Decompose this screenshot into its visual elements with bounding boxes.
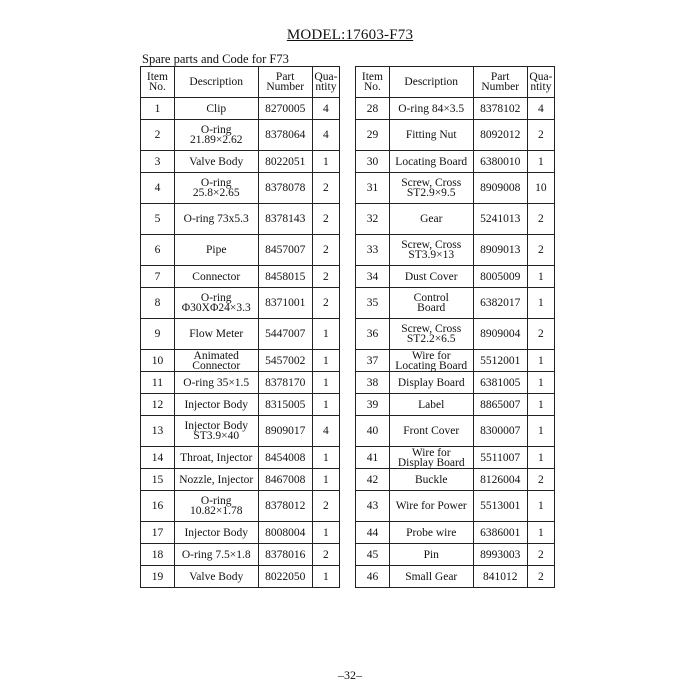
parts-table-left: [140, 66, 340, 588]
description-line: Control: [413, 292, 449, 304]
quantity-cell: 2: [312, 235, 339, 266]
page-number: –32–: [338, 668, 362, 682]
part-number-cell: 8909008: [473, 173, 527, 204]
table-row: [356, 173, 555, 204]
description-cell: [389, 447, 473, 469]
part-number-cell: 8378078: [258, 173, 312, 204]
description-line: O-ring 84×3.5: [398, 102, 465, 115]
item-no-cell: 38: [356, 372, 390, 394]
item-no-cell: 41: [356, 447, 390, 469]
quantity-cell: 2: [312, 288, 339, 319]
description-line: Display Board: [397, 376, 465, 389]
part-number-cell: 5513001: [473, 491, 527, 522]
description-cell: [174, 120, 258, 151]
table-row: [141, 544, 340, 566]
table-row: [141, 416, 340, 447]
description-cell: [174, 204, 258, 235]
item-no-cell: 32: [356, 204, 390, 235]
description-line: Φ30XΦ24×3.3: [181, 302, 251, 314]
description-cell: [389, 204, 473, 235]
quantity-cell: 1: [527, 394, 554, 416]
table-row: [356, 319, 555, 350]
description-cell: [389, 522, 473, 544]
quantity-cell: 4: [312, 120, 339, 151]
description-line: 25.8×2.65: [192, 187, 240, 199]
table-row: [141, 98, 340, 120]
part-number-cell: 6381005: [473, 372, 527, 394]
item-no-cell: 15: [141, 469, 175, 491]
part-number-cell: 8371001: [258, 288, 312, 319]
header-part-number: Part Number: [258, 67, 312, 98]
description-line: Valve Body: [189, 155, 244, 168]
item-no-cell: 13: [141, 416, 175, 447]
item-no-cell: 7: [141, 266, 175, 288]
quantity-cell: 2: [312, 173, 339, 204]
table-header-row: [356, 67, 555, 98]
description-line: Pin: [423, 548, 439, 561]
table-row: [141, 447, 340, 469]
description-line: ST2.2×6.5: [406, 333, 456, 345]
description-line: ST2.9×9.5: [406, 187, 456, 199]
description-cell: [174, 522, 258, 544]
quantity-cell: 1: [312, 372, 339, 394]
table-row: [356, 288, 555, 319]
item-no-cell: 43: [356, 491, 390, 522]
part-number-cell: 8300007: [473, 416, 527, 447]
quantity-cell: 1: [527, 491, 554, 522]
quantity-cell: 1: [312, 350, 339, 372]
part-number-cell: 8458015: [258, 266, 312, 288]
part-number-cell: 8092012: [473, 120, 527, 151]
description-line: Injector Body: [184, 398, 249, 411]
table-row: [141, 120, 340, 151]
description-line: Wire for: [411, 446, 451, 459]
description-cell: [389, 151, 473, 173]
table-row: [356, 266, 555, 288]
description-cell: [174, 98, 258, 120]
item-no-cell: 31: [356, 173, 390, 204]
description-cell: [174, 447, 258, 469]
table-row: [356, 522, 555, 544]
table-row: [141, 204, 340, 235]
description-line: Small Gear: [405, 570, 458, 583]
description-line: Display Board: [397, 456, 465, 469]
table-row: [141, 522, 340, 544]
description-line: O-ring 35×1.5: [183, 376, 250, 389]
header-part-number: Part Number: [473, 67, 527, 98]
description-line: O-ring: [200, 292, 232, 304]
quantity-cell: 1: [312, 522, 339, 544]
item-no-cell: 35: [356, 288, 390, 319]
table-row: [141, 235, 340, 266]
description-cell: [389, 235, 473, 266]
table-row: [356, 566, 555, 588]
item-no-cell: 17: [141, 522, 175, 544]
description-line: Locating Board: [395, 359, 468, 372]
item-no-cell: 3: [141, 151, 175, 173]
item-no-cell: 2: [141, 120, 175, 151]
part-number-cell: 5241013: [473, 204, 527, 235]
part-number-cell: 6382017: [473, 288, 527, 319]
table-row: [356, 204, 555, 235]
item-no-cell: 40: [356, 416, 390, 447]
header-item-no: Item No.: [141, 67, 175, 98]
part-number-cell: 8467008: [258, 469, 312, 491]
table-row: [356, 416, 555, 447]
part-number-cell: 8378064: [258, 120, 312, 151]
item-no-cell: 19: [141, 566, 175, 588]
quantity-cell: 1: [527, 447, 554, 469]
description-line: Flow Meter: [189, 328, 244, 340]
description-cell: [389, 469, 473, 491]
item-no-cell: 14: [141, 447, 175, 469]
description-line: Wire for Power: [395, 500, 467, 512]
table-row: [356, 469, 555, 491]
quantity-cell: 1: [527, 350, 554, 372]
table-row: [141, 350, 340, 372]
part-number-cell: 8315005: [258, 394, 312, 416]
description-line: O-ring 73x5.3: [183, 213, 249, 225]
part-number-cell: 8270005: [258, 98, 312, 120]
quantity-cell: 1: [312, 319, 339, 350]
header-item-no: Item No.: [356, 67, 390, 98]
description-cell: [174, 469, 258, 491]
description-cell: [389, 173, 473, 204]
description-cell: [389, 288, 473, 319]
description-line: Screw, Cross: [401, 177, 462, 189]
description-cell: [389, 319, 473, 350]
item-no-cell: 33: [356, 235, 390, 266]
part-number-cell: 8008004: [258, 522, 312, 544]
description-line: 21.89×2.62: [189, 134, 243, 146]
part-number-cell: 8457007: [258, 235, 312, 266]
part-number-cell: 8022050: [258, 566, 312, 588]
table-row: [356, 235, 555, 266]
quantity-cell: 4: [312, 98, 339, 120]
table-row: [141, 394, 340, 416]
item-no-cell: 10: [141, 350, 175, 372]
quantity-cell: 2: [527, 235, 554, 266]
description-line: O-ring 7.5×1.8: [181, 548, 251, 561]
quantity-cell: 2: [312, 204, 339, 235]
description-line: Valve Body: [189, 570, 244, 583]
table-row: [141, 319, 340, 350]
item-no-cell: 9: [141, 319, 175, 350]
description-cell: [389, 98, 473, 120]
part-number-cell: 8909013: [473, 235, 527, 266]
part-number-cell: 8378102: [473, 98, 527, 120]
description-cell: [389, 372, 473, 394]
item-no-cell: 1: [141, 98, 175, 120]
description-line: Probe wire: [406, 526, 457, 539]
quantity-cell: 1: [312, 394, 339, 416]
part-number-cell: 8454008: [258, 447, 312, 469]
description-cell: [389, 120, 473, 151]
quantity-cell: 2: [527, 120, 554, 151]
item-no-cell: 44: [356, 522, 390, 544]
quantity-cell: 2: [312, 491, 339, 522]
quantity-cell: 1: [527, 416, 554, 447]
description-cell: [174, 235, 258, 266]
description-line: O-ring: [200, 124, 232, 136]
part-number-cell: 8378016: [258, 544, 312, 566]
quantity-cell: 10: [527, 173, 554, 204]
item-no-cell: 36: [356, 319, 390, 350]
description-line: Nozzle, Injector: [179, 473, 254, 486]
item-no-cell: 28: [356, 98, 390, 120]
description-line: Screw, Cross: [401, 239, 462, 251]
item-no-cell: 16: [141, 491, 175, 522]
part-number-cell: 8909004: [473, 319, 527, 350]
quantity-cell: 2: [527, 566, 554, 588]
description-line: Clip: [206, 102, 227, 115]
header-description: Description: [174, 67, 258, 98]
table-row: [141, 151, 340, 173]
description-cell: [174, 566, 258, 588]
table-row: [141, 173, 340, 204]
description-line: ST3.9×13: [408, 249, 455, 261]
item-no-cell: 11: [141, 372, 175, 394]
quantity-cell: 2: [527, 469, 554, 491]
part-number-cell: 8126004: [473, 469, 527, 491]
description-cell: [389, 416, 473, 447]
quantity-cell: 1: [527, 266, 554, 288]
description-line: Connector: [192, 359, 241, 372]
quantity-cell: 4: [312, 416, 339, 447]
description-cell: [174, 288, 258, 319]
part-number-cell: 6380010: [473, 151, 527, 173]
part-number-cell: 8378012: [258, 491, 312, 522]
description-line: Fitting Nut: [405, 129, 457, 141]
description-line: Dust Cover: [404, 270, 458, 283]
table-row: [141, 566, 340, 588]
description-cell: [174, 416, 258, 447]
quantity-cell: 1: [312, 447, 339, 469]
table-header-row: [141, 67, 340, 98]
item-no-cell: 37: [356, 350, 390, 372]
description-line: O-ring: [200, 177, 232, 189]
table-row: [141, 288, 340, 319]
description-line: O-ring: [200, 495, 232, 507]
quantity-cell: 1: [527, 288, 554, 319]
description-line: Front Cover: [403, 425, 460, 437]
quantity-cell: 1: [527, 372, 554, 394]
quantity-cell: 4: [527, 98, 554, 120]
part-number-cell: 5511007: [473, 447, 527, 469]
table-row: [141, 266, 340, 288]
item-no-cell: 30: [356, 151, 390, 173]
description-cell: [389, 566, 473, 588]
part-number-cell: 8865007: [473, 394, 527, 416]
table-row: [356, 544, 555, 566]
part-number-cell: 8378170: [258, 372, 312, 394]
description-cell: [174, 372, 258, 394]
header-description: Description: [389, 67, 473, 98]
description-line: Label: [418, 398, 445, 411]
header-quantity: Qua- ntity: [312, 67, 339, 98]
table-row: [356, 98, 555, 120]
quantity-cell: 1: [527, 151, 554, 173]
part-number-cell: 5512001: [473, 350, 527, 372]
item-no-cell: 12: [141, 394, 175, 416]
description-cell: [174, 173, 258, 204]
table-row: [356, 350, 555, 372]
table-row: [356, 447, 555, 469]
part-number-cell: 8993003: [473, 544, 527, 566]
description-cell: [174, 394, 258, 416]
item-no-cell: 39: [356, 394, 390, 416]
description-cell: [389, 394, 473, 416]
item-no-cell: 6: [141, 235, 175, 266]
item-no-cell: 18: [141, 544, 175, 566]
description-line: Throat, Injector: [180, 451, 253, 464]
table-subtitle: Spare parts and Code for F73: [142, 52, 289, 66]
description-cell: [389, 350, 473, 372]
quantity-cell: 2: [312, 544, 339, 566]
part-number-cell: 6386001: [473, 522, 527, 544]
table-row: [356, 394, 555, 416]
description-cell: [389, 266, 473, 288]
parts-table-right: [355, 66, 555, 588]
part-number-cell: 8909017: [258, 416, 312, 447]
table-row: [141, 491, 340, 522]
quantity-cell: 2: [312, 266, 339, 288]
description-cell: [389, 544, 473, 566]
table-row: [356, 151, 555, 173]
item-no-cell: 29: [356, 120, 390, 151]
part-number-cell: 5457002: [258, 350, 312, 372]
header-quantity: Qua- ntity: [527, 67, 554, 98]
quantity-cell: 1: [312, 469, 339, 491]
table-row: [356, 491, 555, 522]
part-number-cell: 5447007: [258, 319, 312, 350]
part-number-cell: 841012: [473, 566, 527, 588]
table-row: [356, 120, 555, 151]
part-number-cell: 8022051: [258, 151, 312, 173]
page-title: MODEL:17603-F73: [286, 27, 414, 43]
description-line: Connector: [192, 270, 241, 283]
quantity-cell: 1: [312, 151, 339, 173]
item-no-cell: 8: [141, 288, 175, 319]
part-number-cell: 8378143: [258, 204, 312, 235]
description-line: Buckle: [414, 473, 448, 486]
quantity-cell: 1: [312, 566, 339, 588]
description-line: Board: [417, 302, 446, 314]
item-no-cell: 4: [141, 173, 175, 204]
description-cell: [174, 350, 258, 372]
item-no-cell: 34: [356, 266, 390, 288]
description-line: Locating Board: [395, 155, 468, 168]
description-line: Injector Body: [184, 420, 249, 432]
quantity-cell: 1: [527, 522, 554, 544]
description-line: Gear: [420, 213, 443, 225]
description-line: ST3.9×40: [193, 430, 240, 442]
description-cell: [174, 544, 258, 566]
description-line: Screw, Cross: [401, 323, 462, 335]
table-row: [356, 372, 555, 394]
item-no-cell: 42: [356, 469, 390, 491]
description-cell: [174, 151, 258, 173]
description-line: Injector Body: [184, 526, 249, 539]
description-cell: [389, 491, 473, 522]
table-row: [141, 372, 340, 394]
description-cell: [174, 266, 258, 288]
description-line: Animated: [193, 349, 239, 362]
description-line: 10.82×1.78: [189, 505, 243, 517]
item-no-cell: 5: [141, 204, 175, 235]
item-no-cell: 46: [356, 566, 390, 588]
description-cell: [174, 319, 258, 350]
description-cell: [174, 491, 258, 522]
table-row: [141, 469, 340, 491]
quantity-cell: 2: [527, 544, 554, 566]
quantity-cell: 2: [527, 319, 554, 350]
description-line: Pipe: [206, 244, 227, 256]
quantity-cell: 2: [527, 204, 554, 235]
description-line: Wire for: [411, 349, 451, 362]
item-no-cell: 45: [356, 544, 390, 566]
part-number-cell: 8005009: [473, 266, 527, 288]
